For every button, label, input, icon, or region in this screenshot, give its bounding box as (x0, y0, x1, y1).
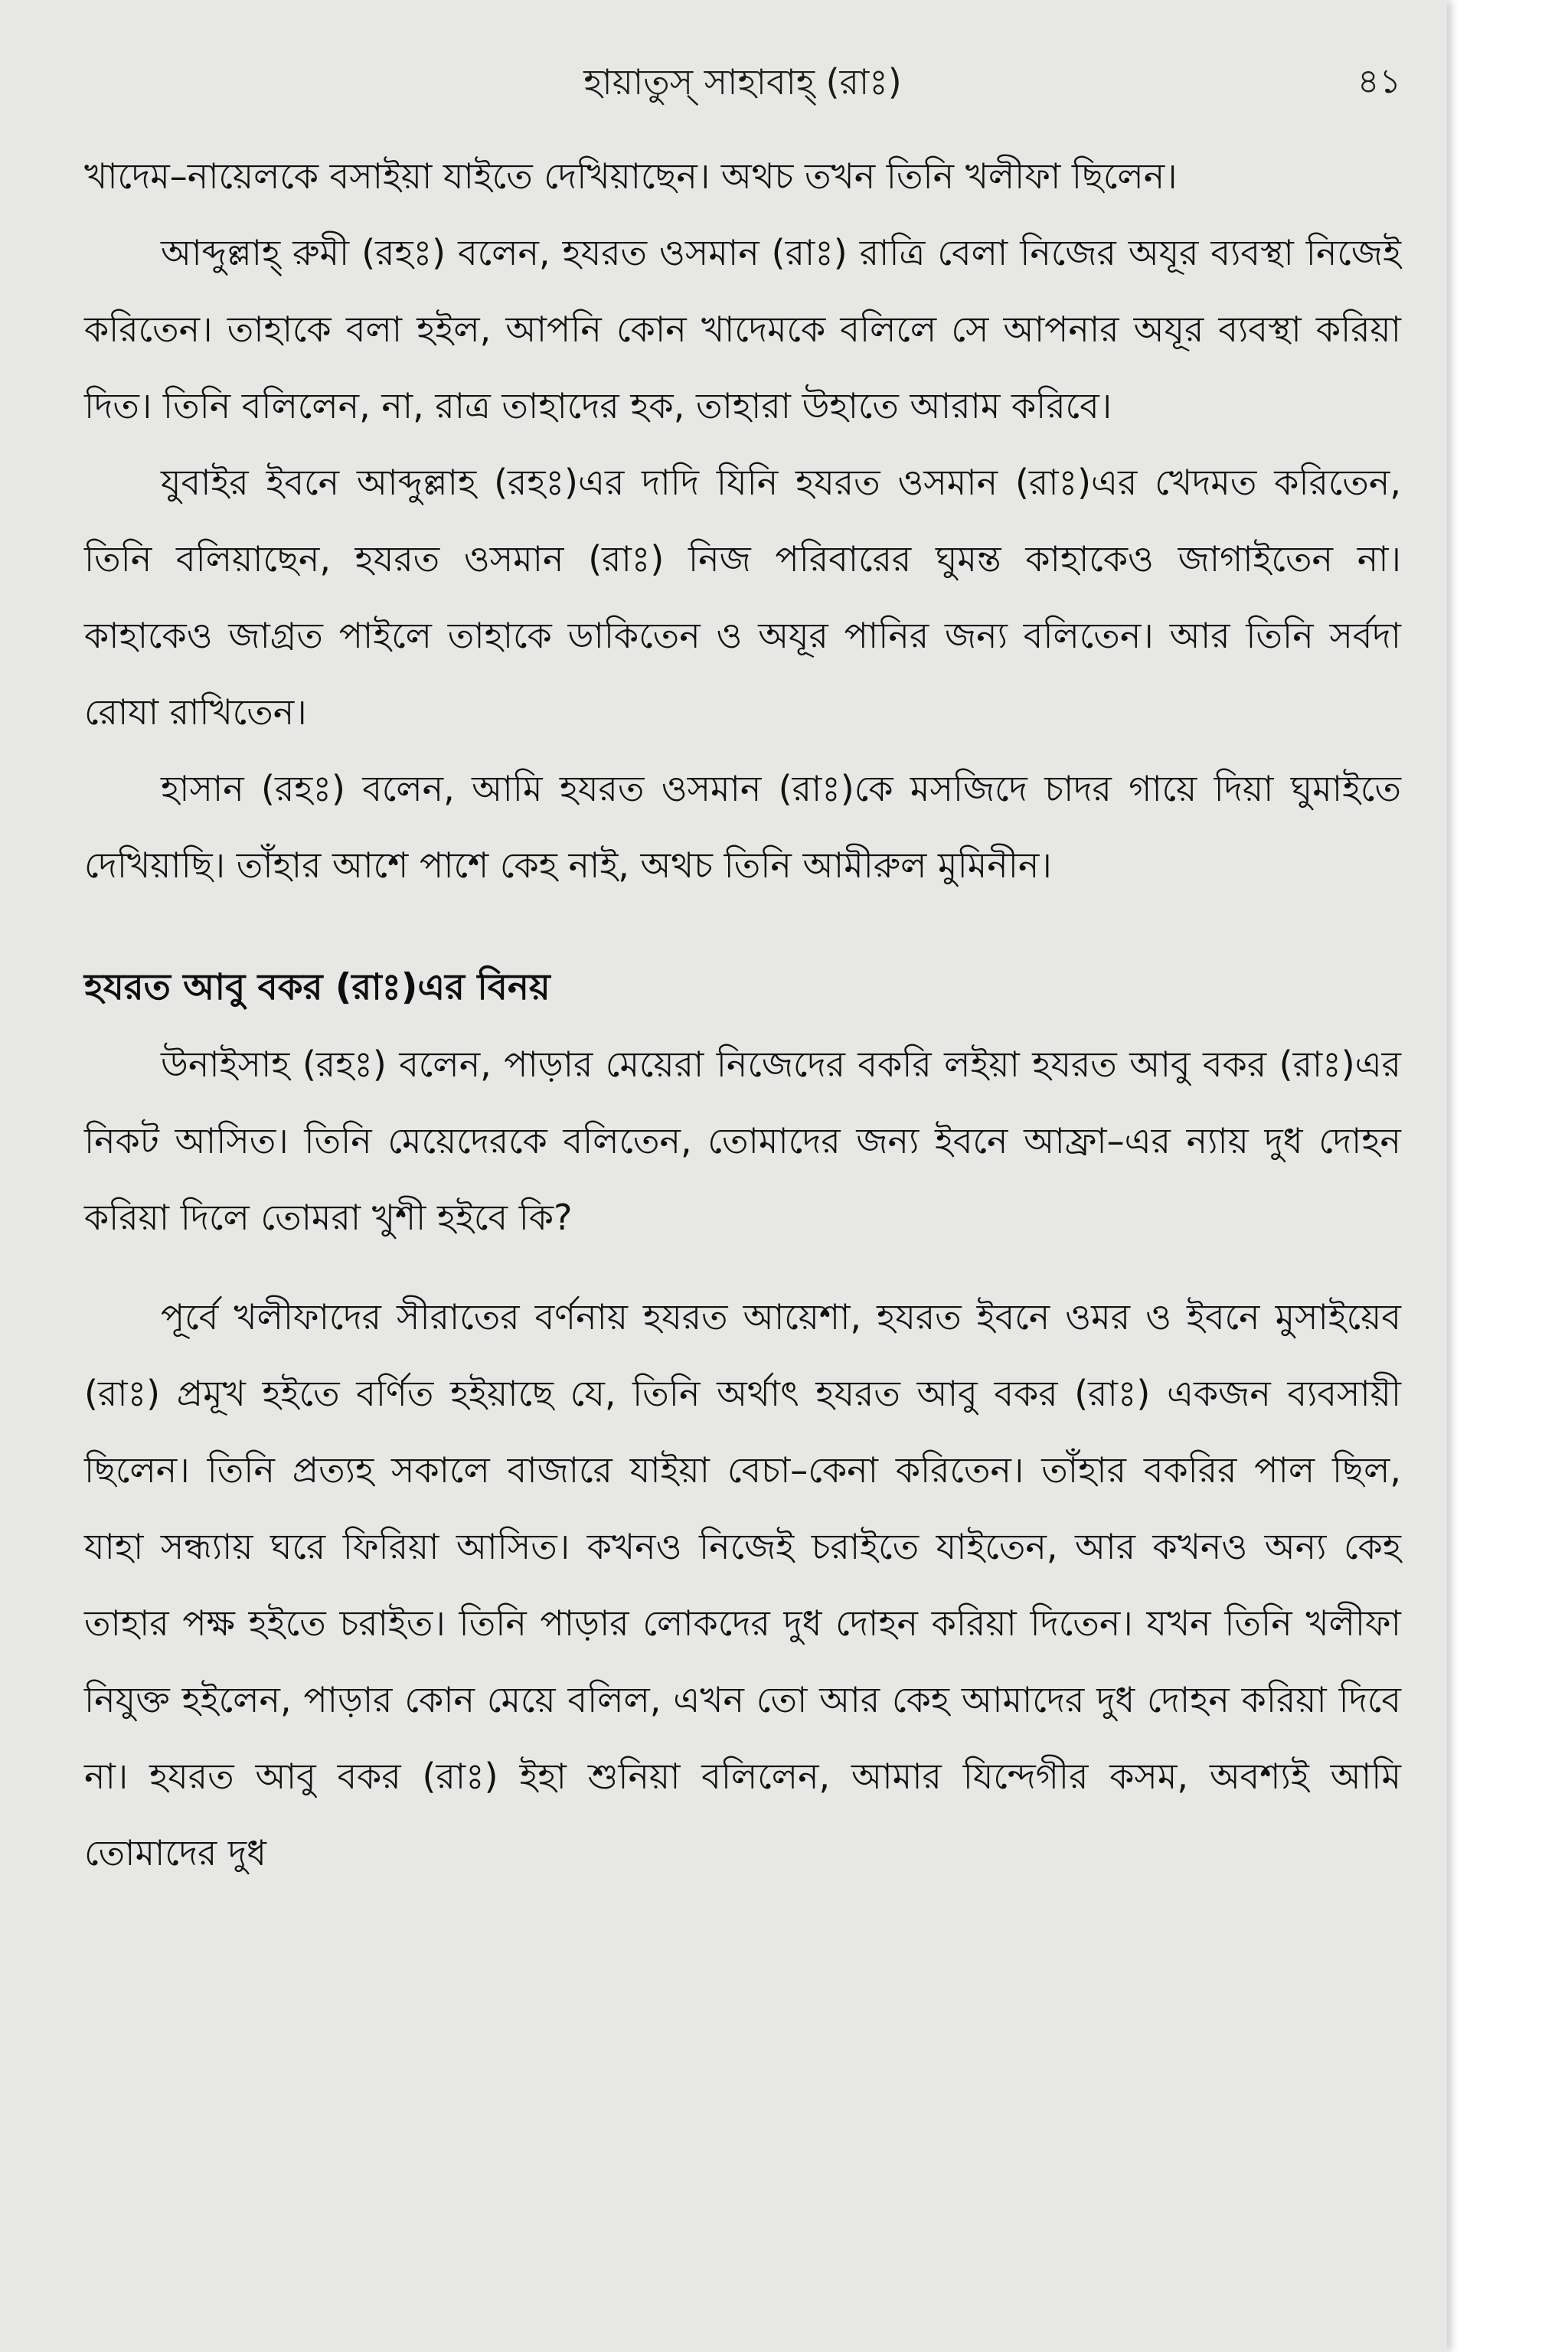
paragraph-1: খাদেম–নায়েলকে বসাইয়া যাইতে দেখিয়াছেন। অথচ তখন তিনি খলীফা ছিলেন। (84, 155, 1178, 197)
paragraph-3: যুবাইর ইবনে আব্দুল্লাহ (রহঃ)এর দাদি যিনি হযরত ওসমান (রাঃ)এর খেদমত করিতেন, তিনি বলিয়াছেন, হযরত ওসমান (রাঃ) নিজ পরিবারের ঘুমন্ত কাহাকেও জাগাইতেন না। কাহাকেও জাগ্রত পাইলে তাহাকে ডাকিতেন ও অযূর পানির জন্য বলিতেন। আর তিনি সর্বদা রোযা রাখিতেন। (84, 462, 1401, 733)
page-number: ৪১ (1357, 62, 1401, 101)
body-text (84, 138, 1401, 1891)
running-title: হায়াতুস্ সাহাবাহ্ (রাঃ) (583, 61, 902, 103)
section-paragraph-1: উনাইসাহ (রহঃ) বলেন, পাড়ার মেয়েরা নিজেদের বকরি লইয়া হযরত আবু বকর (রাঃ)এর নিকট আসিত। তিনি মেয়েদেরকে বলিতেন, তোমাদের জন্য ইবনে আফ্রা–এর ন্যায় দুধ দোহন করিয়া দিলে তোমরা খুশী হইবে কি? (84, 1044, 1401, 1238)
paragraph-4: হাসান (রহঃ) বলেন, আমি হযরত ওসমান (রাঃ)কে মসজিদে চাদর গায়ে দিয়া ঘুমাইতে দেখিয়াছি। তাঁহার আশে পাশে কেহ নাই, অথচ তিনি আমীরুল মুমিনীন। (84, 768, 1401, 886)
section-paragraph-2: পূর্বে খলীফাদের সীরাতের বর্ণনায় হযরত আয়েশা, হযরত ইবনে ওমর ও ইবনে মুসাইয়েব (রাঃ) প্রমূখ হইতে বর্ণিত হইয়াছে যে, তিনি অর্থাৎ হযরত আবু বকর (রাঃ) একজন ব্যবসায়ী ছিলেন। তিনি প্রত্যহ সকালে বাজারে যাইয়া বেচা–কেনা করিতেন। তাঁহার বকরির পাল ছিল, যাহা সন্ধ্যায় ঘরে ফিরিয়া আসিত। কখনও নিজেই চরাইতে যাইতেন, আর কখনও অন্য কেহ তাহার পক্ষ হইতে চরাইত। তিনি পাড়ার লোকদের দুধ দোহন করিয়া দিতেন। যখন তিনি খলীফা নিযুক্ত হইলেন, পাড়ার কোন মেয়ে বলিল, এখন তো আর কেহ আমাদের দুধ দোহন করিয়া দিবে না। হযরত আবু বকর (রাঃ) ইহা শুনিয়া বলিলেন, আমার যিন্দেগীর কসম, অবশ্যই আমি তোমাদের দুধ (84, 1296, 1401, 1873)
page-header (84, 47, 1401, 116)
paragraph-gap (84, 1256, 1401, 1279)
section-heading: হযরত আবু বকর (রাঃ)এর বিনয় (84, 966, 550, 1008)
paragraph-2: আব্দুল্লাহ্ রুমী (রহঃ) বলেন, হযরত ওসমান (রাঃ) রাত্রি বেলা নিজের অযূর ব্যবস্থা নিজেই করিতেন। তাহাকে বলা হইল, আপনি কোন খাদেমকে বলিলে সে আপনার অযূর ব্যবস্থা করিয়া দিত। তিনি বলিলেন, না, রাত্র তাহাদের হক, তাহারা উহাতে আরাম করিবে। (84, 232, 1401, 426)
